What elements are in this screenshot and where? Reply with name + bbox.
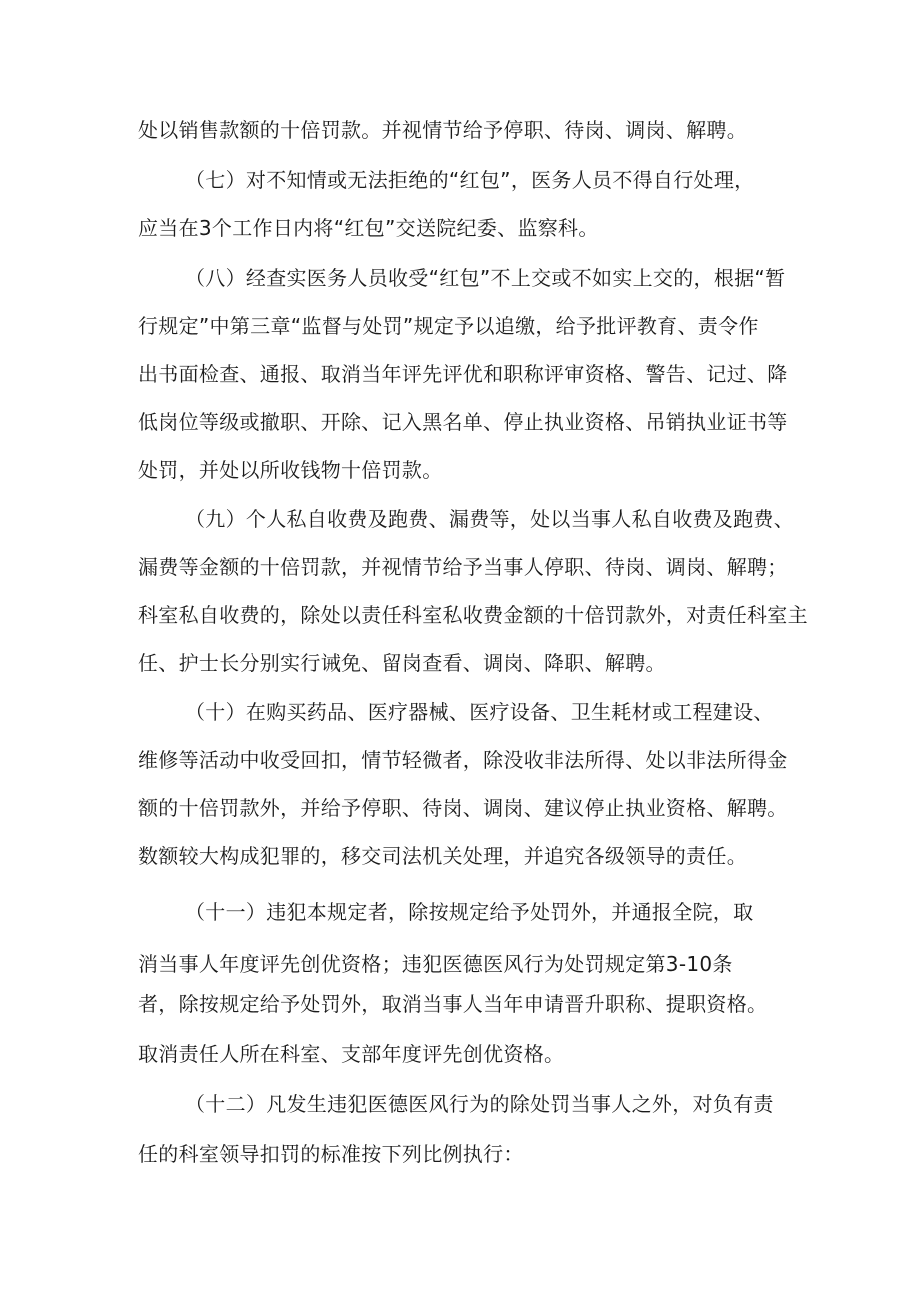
clause-9-line: （九）个人私自收费及跑费、漏费等，处以当事人私自收费及跑费、 [185,507,794,531]
text-line: 漏费等金额的十倍罚款，并视情节给予当事人停职、待岗、调岗、解聘； [138,555,788,579]
text-line: 应当在3个工作日内将“红包”交送院纪委、监察科。 [138,216,599,240]
text-line: 处以销售款额的十倍罚款。并视情节给予停职、待岗、调岗、解聘。 [138,118,747,142]
text-line: 取消责任人所在科室、支部年度评先创优资格。 [138,1042,565,1066]
text-line: 处罚，并处以所收钱物十倍罚款。 [138,458,443,482]
text-line: 科室私自收费的，除处以责任科室私收费金额的十倍罚款外，对责任科室主 [138,603,808,627]
text-line: 消当事人年度评先创优资格；违犯医德医风行为处罚规定第3-10条 [138,952,733,976]
text-line: 低岗位等级或撤职、开除、记入黑名单、停止执业资格、吊销执业证书等 [138,410,788,434]
text-line: 行规定”中第三章“监督与处罚”规定予以追缴，给予批评教育、责令作 [138,314,759,338]
clause-7-line: （七）对不知情或无法拒绝的“红包”，医务人员不得自行处理， [185,168,755,192]
clause-8-line: （八）经查实医务人员收受“红包”不上交或不如实上交的，根据“暂 [185,266,786,290]
text-line: 者，除按规定给予处罚外，取消当事人当年申请晋升职称、提职资格。 [138,992,768,1016]
text-line: 任的科室领导扣罚的标准按下列比例执行： [138,1142,524,1166]
text-line: 任、护士长分别实行诫免、留岗查看、调岗、降职、解聘。 [138,651,666,675]
text-line: 额的十倍罚款外，并给予停职、待岗、调岗、建议停止执业资格、解聘。 [138,796,788,820]
text-line: 出书面检查、通报、取消当年评先评优和职称评审资格、警告、记过、降 [138,362,788,386]
clause-12-line: （十二）凡发生违犯医德医风行为的除处罚当事人之外，对负有责 [185,1092,774,1116]
text-line: 维修等活动中收受回扣，情节轻微者，除没收非法所得、处以非法所得金 [138,748,788,772]
clause-10-line: （十）在购买药品、医疗器械、医疗设备、卫生耗材或工程建设、 [185,700,774,724]
clause-11-line: （十一）违犯本规定者，除按规定给予处罚外，并通报全院，取 [185,900,754,924]
text-line: 数额较大构成犯罪的，移交司法机关处理，并追究各级领导的责任。 [138,844,747,868]
